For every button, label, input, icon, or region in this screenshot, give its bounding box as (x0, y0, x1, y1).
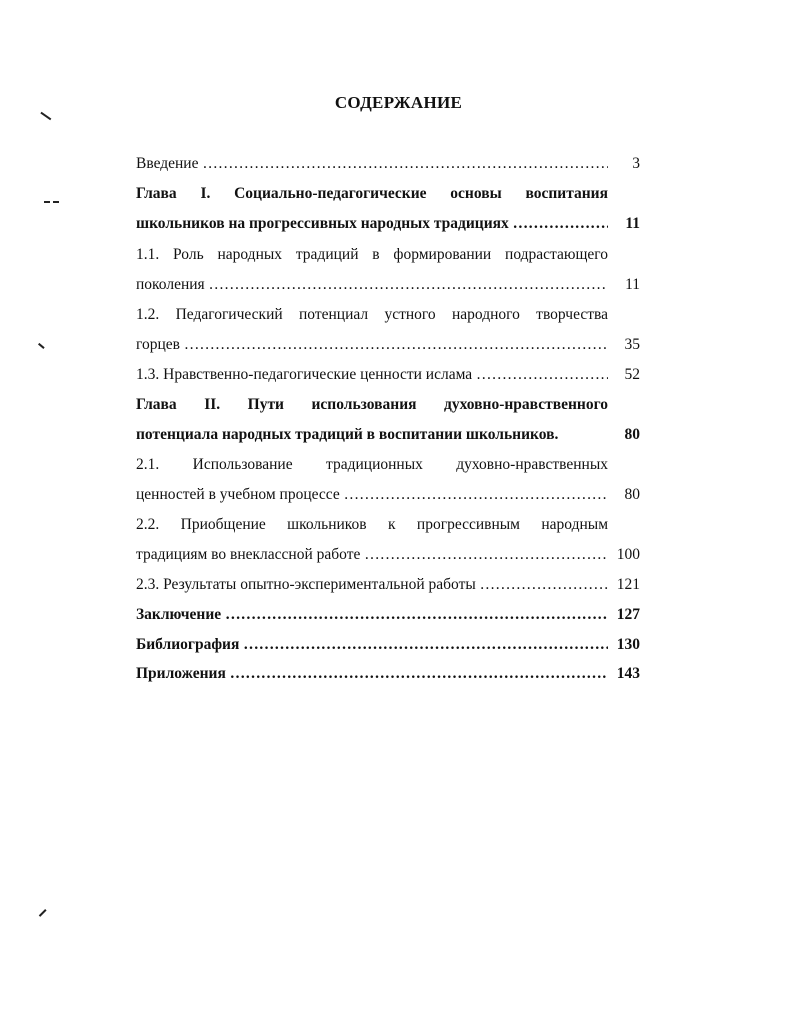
toc-entry-text: Глава I. Социально-педагогические основы воспитания (136, 185, 608, 202)
toc-page-number: 130 (616, 636, 640, 653)
toc-entry-text: Введение ……………………………………………………………………………………………………………………………… (136, 152, 608, 176)
toc-entry-text: 1.2. Педагогический потенциал устного народного творчества (136, 306, 608, 323)
scan-mark (38, 343, 44, 349)
toc-entry-text: традициям во внеклассной работе ……………………………………………………………………………………………………………………………… (136, 543, 608, 567)
toc-entry-text: Заключение ……………………………………………………………………………………………………………………………… (136, 603, 608, 627)
toc-section-1-2-line-1 (136, 303, 640, 327)
page-title: СОДЕРЖАНИЕ (334, 93, 463, 112)
toc-section-2-3 (136, 573, 640, 597)
toc-section-1-1-line-1 (136, 243, 640, 267)
toc-page-number: 143 (616, 665, 640, 682)
scan-mark (53, 201, 59, 203)
toc-chapter-2-line-1 (136, 393, 640, 417)
scan-mark (44, 201, 50, 203)
toc-entry-text: Глава II. Пути использования духовно-нравственного (136, 396, 608, 413)
toc-entry-text: ценностей в учебном процессе ……………………………………………………………………………………………………………………………… (136, 483, 608, 507)
toc-section-2-1-line-2 (136, 483, 640, 507)
toc-chapter-2-line-2 (136, 423, 640, 447)
toc-entry-text: 2.3. Результаты опытно-экспериментальной работы ……………………………………………………………………………………………………………………………… (136, 573, 608, 597)
toc-section-2-2-line-2 (136, 543, 640, 567)
toc-page-number: 121 (616, 576, 640, 593)
toc-page-number: 35 (624, 336, 640, 353)
toc-entry-text: Приложения ……………………………………………………………………………………………………………………………… (136, 662, 608, 686)
toc-entry-text: 1.3. Нравственно-педагогические ценности ислама ……………………………………………………………………………………………………………………………… (136, 363, 608, 387)
toc-entry-text: школьников на прогрессивных народных традициях ……………………………………………………………………………………………………………………………… (136, 212, 608, 236)
toc-entry-conclusion (136, 603, 640, 627)
toc-section-1-3 (136, 363, 640, 387)
toc-entry-text: горцев ……………………………………………………………………………………………………………………………… (136, 333, 608, 357)
toc-page-number: 11 (625, 215, 640, 232)
toc-page-number: 80 (624, 486, 640, 503)
toc-entry-text: 2.2. Приобщение школьников к прогрессивным народным (136, 516, 608, 533)
toc-page-number: 3 (632, 155, 640, 172)
toc-section-2-1-line-1 (136, 453, 640, 477)
toc-section-1-2-line-2 (136, 333, 640, 357)
toc-chapter-1-line-1 (136, 182, 640, 206)
toc-page-number: 80 (624, 426, 640, 443)
toc-entry-text: потенциала народных традиций в воспитании школьников. (136, 426, 559, 443)
scan-mark (39, 909, 46, 916)
toc-entry-text: 1.1. Роль народных традиций в формировании подрастающего (136, 246, 608, 263)
toc-entry-appendices (136, 662, 640, 686)
toc-entry-text: поколения ……………………………………………………………………………………………………………………………… (136, 273, 608, 297)
toc-chapter-1-line-2 (136, 212, 640, 236)
toc-page-number: 52 (624, 366, 640, 383)
toc-entry-intro (136, 152, 640, 176)
toc-entry-text: 2.1. Использование традиционных духовно-нравственных (136, 456, 608, 473)
toc-section-1-1-line-2 (136, 273, 640, 297)
toc-entry-bibliography (136, 633, 640, 657)
toc-page-number: 127 (616, 606, 640, 623)
toc-section-2-2-line-1 (136, 513, 640, 537)
toc-page-number: 11 (625, 276, 640, 293)
toc-page-number: 100 (616, 546, 640, 563)
toc-entry-text: Библиография ……………………………………………………………………………………………………………………………… (136, 633, 608, 657)
